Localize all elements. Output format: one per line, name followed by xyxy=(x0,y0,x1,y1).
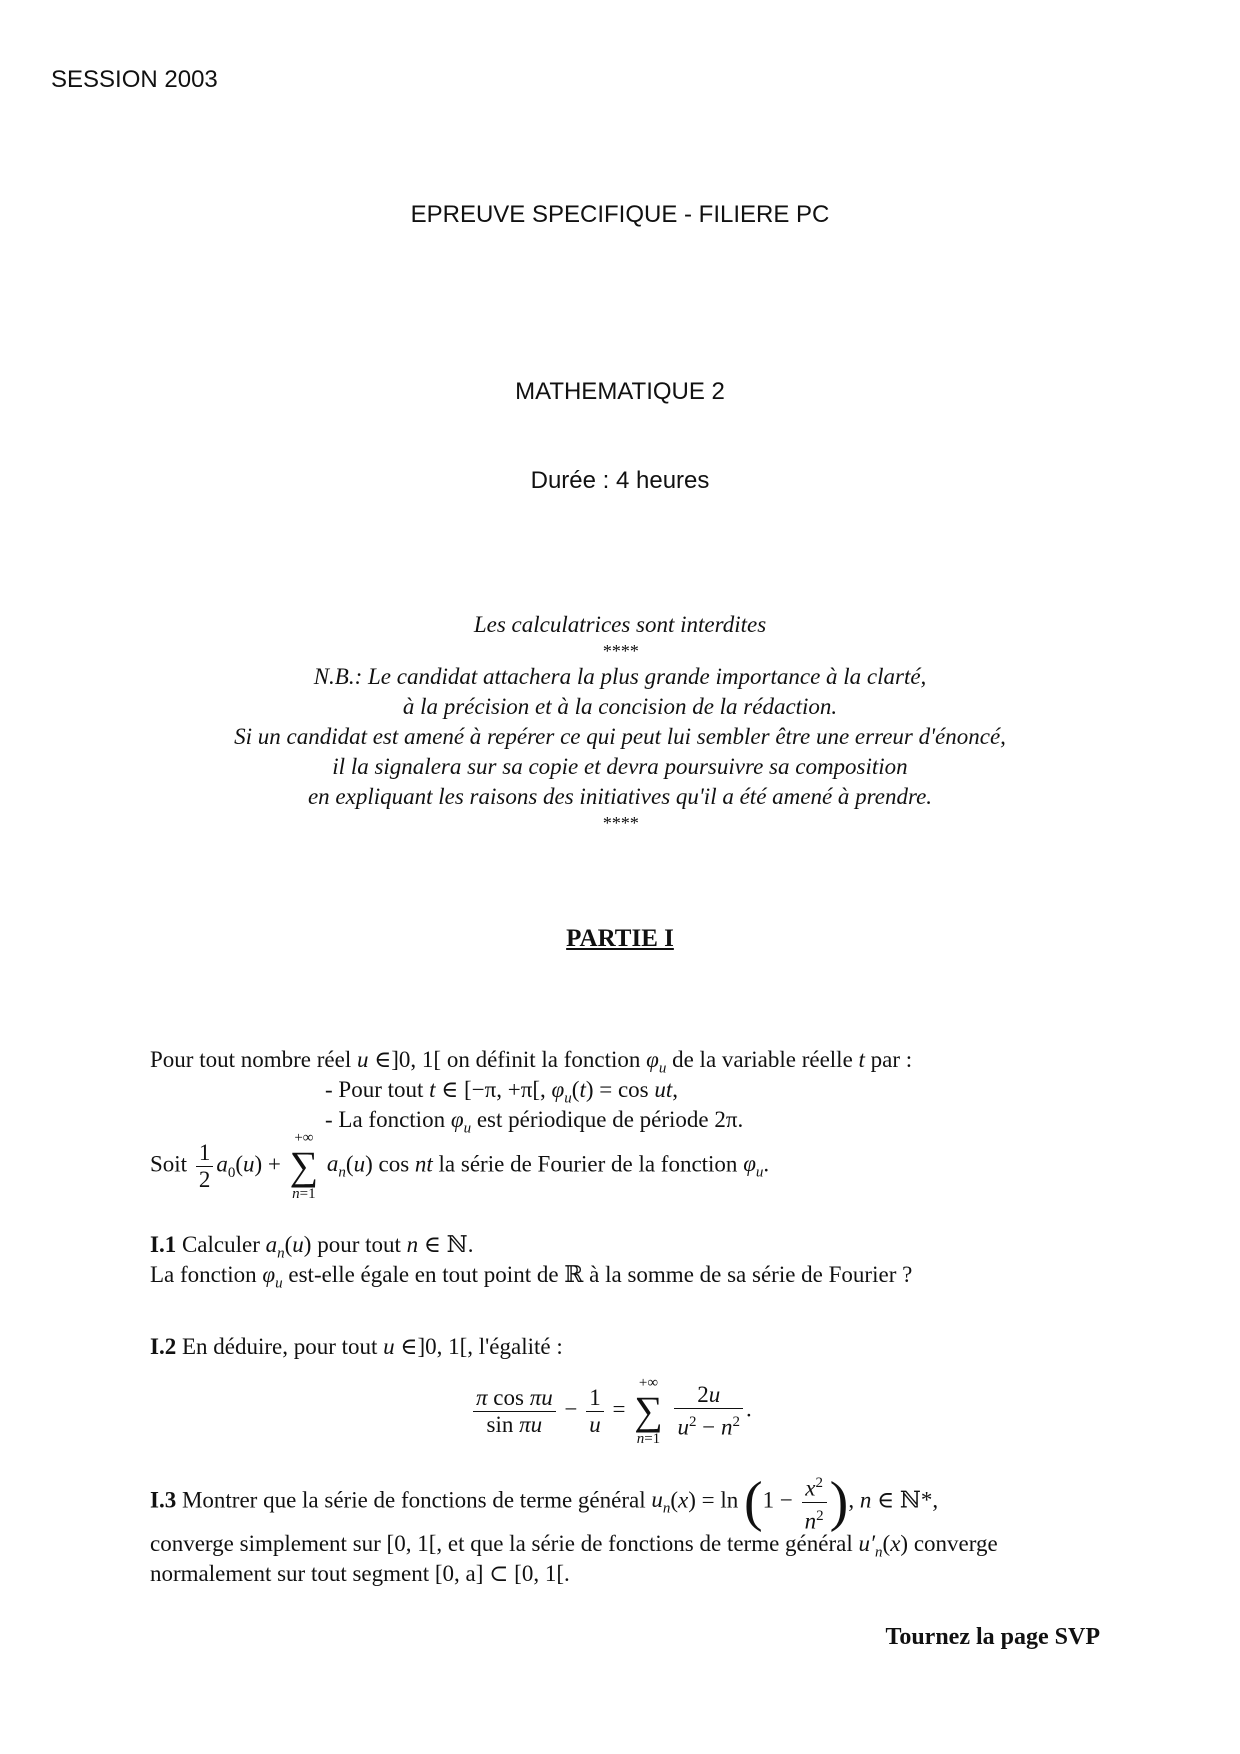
notice-line-3: à la précision et à la concision de la rédaction. xyxy=(402,694,838,719)
question-3-line-2: converge simplement sur [0, 1[, et que la série de fonctions de terme général $u'_n(x)$ converge xyxy=(150,1531,998,1561)
fraction: $\frac{1}{2}$ xyxy=(196,1140,214,1193)
question-1-line-2: La fonction $\varphi_u$ est-elle égale en tout point de ℝ à la somme de sa série de Fourier ? xyxy=(150,1262,913,1292)
notice-line-2: N.B.: Le candidat attachera la plus grande importance à la clarté, xyxy=(313,664,927,689)
notice-line-6: en expliquant les raisons des initiatives qu'il a été amené à prendre. xyxy=(307,784,933,809)
sum-symbol: +∞ ∑ n=1 xyxy=(289,1130,319,1202)
notice-line-5: il la signalera sur sa copie et devra poursuivre sa composition xyxy=(332,754,908,779)
session-label: SESSION 2003 xyxy=(51,66,218,93)
duration: Durée : 4 heures xyxy=(530,467,710,494)
notice-line-1: Les calculatrices sont interdites xyxy=(473,612,767,637)
section-heading: PARTIE I xyxy=(566,925,674,952)
subject-title: MATHEMATIQUE 2 xyxy=(515,378,725,405)
fourier-series-line: Soit $\frac{1}{2}$ $a_0(u)$ + +∞ ∑ n=1 $a_n(u)$ cos nt la série de Fourier de la fonction $\varphi_u$. xyxy=(150,1130,770,1202)
intro-bullet-2: - La fonction $\varphi_u$ est périodique de période 2π. xyxy=(325,1107,744,1137)
question-3: I.3 Montrer que la série de fonctions de terme général $u_n(x) = \ln (1$ − $\frac{x^2}{n^2}$ ), n ∈ ℕ*, xyxy=(150,1471,939,1534)
intro-bullet-1: - Pour tout t ∈ [−π, +π[, $\varphi_u(t) = \cos$ ut, xyxy=(325,1077,679,1107)
notice-stars-1: **** xyxy=(602,641,638,661)
instructions-notice xyxy=(0,610,1240,834)
notice-line-4: Si un candidat est amené à repérer ce qui peut lui sembler être une erreur d'énoncé, xyxy=(234,724,1006,749)
exam-title: EPREUVE SPECIFIQUE - FILIERE PC xyxy=(410,201,830,228)
equation-2: $\frac{\text{π cos πu}}{\text{sin πu}}$ − $\frac{1}{u}$ = +∞ ∑ n=1 $\frac{2u}{u^2 - n^2}$ . xyxy=(470,1375,752,1447)
question-1: I.1 Calculer $a_n(u)$ pour tout n ∈ ℕ. xyxy=(150,1232,474,1262)
question-2: I.2 En déduire, pour tout u ∈]0, 1[, l'égalité : xyxy=(150,1334,563,1359)
turn-page-note: Tournez la page SVP xyxy=(885,1624,1100,1650)
notice-stars-2: **** xyxy=(602,813,638,833)
intro-line: Pour tout nombre réel u ∈]0, 1[ on définit la fonction $\varphi_u$ de la variable réelle t par : xyxy=(150,1047,913,1077)
question-3-line-3: normalement sur tout segment [0, a] ⊂ [0, 1[. xyxy=(150,1561,570,1586)
